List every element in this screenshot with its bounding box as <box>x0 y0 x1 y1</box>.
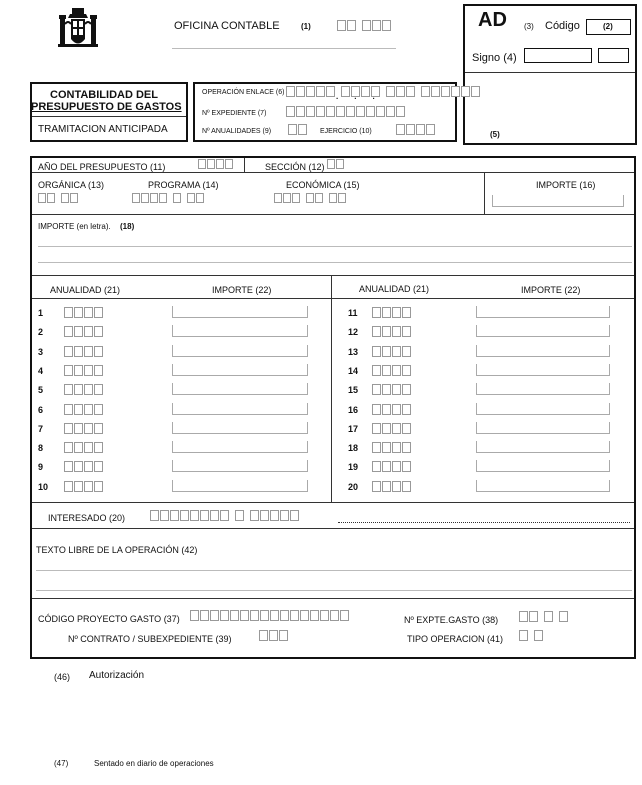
right-anualidad-digits[interactable] <box>372 404 416 415</box>
oficina-contable-digits[interactable] <box>337 20 396 31</box>
anualidad-bottom-divider <box>32 502 634 503</box>
ad-box-divider <box>465 72 635 73</box>
expediente-label: Nº EXPEDIENTE (7) <box>202 110 267 117</box>
importe16-field[interactable] <box>492 195 624 207</box>
left-row-num: 6 <box>38 404 44 415</box>
importe-letra-label: IMPORTE (en letra). <box>38 222 111 231</box>
right-anualidad-digits[interactable] <box>372 384 416 395</box>
n-contrato-label: Nº CONTRATO / SUBEXPEDIENTE (39) <box>68 634 232 644</box>
left-anualidad-digits[interactable] <box>64 423 108 434</box>
left-importe-field[interactable] <box>172 480 308 492</box>
oficina-contable-label: OFICINA CONTABLE <box>174 20 280 32</box>
anualidad-top-divider <box>32 275 634 276</box>
left-row-num: 8 <box>38 443 44 454</box>
anualidad-right-header: ANUALIDAD (21) <box>359 284 430 294</box>
autorizacion-label: Autorización <box>89 670 145 681</box>
left-row-num: 4 <box>38 365 44 376</box>
right-anualidad-digits[interactable] <box>372 307 416 318</box>
right-importe-field[interactable] <box>476 422 610 434</box>
importe-left-header: IMPORTE (22) <box>212 285 272 295</box>
interesado-digits[interactable] <box>150 510 304 521</box>
left-importe-field[interactable] <box>172 441 308 453</box>
organica-digits[interactable] <box>38 193 83 203</box>
right-row-num: 16 <box>348 404 359 415</box>
anualidad-header-divider <box>32 298 634 299</box>
right-row-num: 18 <box>348 443 359 454</box>
importe-letra-line2[interactable] <box>38 262 632 263</box>
signo-input-2[interactable] <box>598 48 629 63</box>
left-anualidad-digits[interactable] <box>64 442 108 453</box>
tramitacion-label: TRAMITACION ANTICIPADA <box>38 124 168 135</box>
expediente-digits[interactable] <box>286 106 410 117</box>
left-anualidad-digits[interactable] <box>64 365 108 376</box>
interesado-divider <box>32 528 634 529</box>
interesado-label: INTERESADO (20) <box>48 513 126 523</box>
right-importe-field[interactable] <box>476 364 610 376</box>
left-row-num: 3 <box>38 346 44 357</box>
importe-right-header: IMPORTE (22) <box>521 285 581 295</box>
right-anualidad-digits[interactable] <box>372 326 416 337</box>
coat-of-arms-emblem <box>58 6 98 52</box>
texto-libre-label: TEXTO LIBRE DE LA OPERACIÓN (42) <box>36 545 198 555</box>
importe16-sep <box>484 172 485 214</box>
left-anualidad-digits[interactable] <box>64 307 108 318</box>
left-row-num: 2 <box>38 327 44 338</box>
right-row-num: 15 <box>348 385 359 396</box>
anio-digits[interactable] <box>198 159 238 169</box>
ejercicio-label: EJERCICIO (10) <box>320 128 372 135</box>
importe16-label: IMPORTE (16) <box>536 180 596 190</box>
right-anualidad-digits[interactable] <box>372 346 416 357</box>
tipo-op-label: TIPO OPERACION (41) <box>407 634 504 644</box>
programa-digits[interactable] <box>132 193 209 203</box>
interesado-name-line[interactable] <box>338 522 630 523</box>
left-anualidad-digits[interactable] <box>64 346 108 357</box>
codigo-value: (2) <box>603 22 613 31</box>
signo-label: Signo (4) <box>472 52 517 64</box>
codigo-proyecto-label: CÓDIGO PROYECTO GASTO (37) <box>38 614 180 624</box>
importe-letra-num: (18) <box>120 222 135 231</box>
left-row-num: 1 <box>38 308 44 318</box>
organica-label: ORGÁNICA (13) <box>38 180 105 190</box>
right-anualidad-digits[interactable] <box>372 442 416 453</box>
codigo-label: Código <box>545 20 580 32</box>
right-importe-field[interactable] <box>476 480 610 492</box>
seccion-label: SECCIÓN (12) <box>265 162 325 172</box>
codigo-num: (3) <box>524 22 534 31</box>
right-anualidad-digits[interactable] <box>372 481 416 492</box>
seccion-digits[interactable] <box>327 159 349 169</box>
contabilidad-line1: CONTABILIDAD DEL <box>50 89 158 101</box>
right-anualidad-digits[interactable] <box>372 423 416 434</box>
right-row-num: 12 <box>348 327 359 338</box>
sentado-num: (47) <box>54 759 69 768</box>
left-importe-field[interactable] <box>172 306 308 318</box>
n-contrato-digits[interactable] <box>259 630 293 641</box>
anualidades-digits[interactable] <box>288 124 312 135</box>
tipo-op-digits[interactable] <box>519 630 548 641</box>
left-importe-field[interactable] <box>172 383 308 395</box>
anualidades-label: Nº ANUALIDADES (9) <box>202 128 272 135</box>
oficina-divider <box>172 48 396 49</box>
right-row-num: 20 <box>348 481 359 492</box>
anio-row-divider <box>32 172 634 173</box>
anualidad-center-sep <box>331 276 332 502</box>
left-anualidad-digits[interactable] <box>64 384 108 395</box>
contabilidad-line2: PRESUPUESTO DE GASTOS <box>31 101 182 113</box>
anio-sep <box>244 158 245 172</box>
economica-digits[interactable] <box>274 193 351 203</box>
programa-label: PROGRAMA (14) <box>148 180 219 190</box>
left-row-num: 7 <box>38 423 44 434</box>
anualidad-left-header: ANUALIDAD (21) <box>50 285 121 295</box>
box5-label: (5) <box>490 130 500 139</box>
codigo-input[interactable] <box>586 19 631 35</box>
left-importe-field[interactable] <box>172 364 308 376</box>
right-row-num: 13 <box>348 346 359 357</box>
right-anualidad-digits[interactable] <box>372 461 416 472</box>
importe-letra-line1[interactable] <box>38 246 632 247</box>
right-row-num: 14 <box>348 365 359 376</box>
left-anualidad-digits[interactable] <box>64 404 108 415</box>
importe-row-divider <box>32 214 634 215</box>
signo-input[interactable] <box>524 48 592 63</box>
n-expte-label: Nº EXPTE.GASTO (38) <box>404 615 499 625</box>
left-importe-field[interactable] <box>172 345 308 357</box>
left-anualidad-digits[interactable] <box>64 326 108 337</box>
left-importe-field[interactable] <box>172 403 308 415</box>
right-importe-field[interactable] <box>476 460 610 472</box>
contabilidad-divider <box>32 116 186 117</box>
ejercicio-digits[interactable] <box>396 124 440 135</box>
n-expte-digits[interactable] <box>519 611 573 622</box>
right-importe-field[interactable] <box>476 383 610 395</box>
left-importe-field[interactable] <box>172 460 308 472</box>
anio-label: AÑO DEL PRESUPUESTO (11) <box>38 162 166 172</box>
right-importe-field[interactable] <box>476 306 610 318</box>
left-anualidad-digits[interactable] <box>64 481 108 492</box>
op-enlace-label: OPERACIÓN ENLACE (6) <box>202 89 285 96</box>
left-row-num: 10 <box>38 481 49 492</box>
texto-libre-line1[interactable] <box>36 570 632 571</box>
ad-title: AD <box>478 9 507 31</box>
autorizacion-num: (46) <box>54 672 71 682</box>
left-anualidad-digits[interactable] <box>64 461 108 472</box>
right-importe-field[interactable] <box>476 325 610 337</box>
right-importe-field[interactable] <box>476 403 610 415</box>
left-row-num: 5 <box>38 385 44 396</box>
right-importe-field[interactable] <box>476 441 610 453</box>
right-importe-field[interactable] <box>476 345 610 357</box>
right-row-num: 11 <box>348 308 358 318</box>
right-row-num: 19 <box>348 462 359 473</box>
right-row-num: 17 <box>348 423 359 434</box>
left-importe-field[interactable] <box>172 325 308 337</box>
texto-libre-divider <box>32 598 634 599</box>
right-anualidad-digits[interactable] <box>372 365 416 376</box>
op-enlace-dots: ... <box>336 92 391 101</box>
oficina-contable-num: (1) <box>301 22 311 31</box>
sentado-label: Sentado en diario de operaciones <box>94 759 214 768</box>
left-importe-field[interactable] <box>172 422 308 434</box>
economica-label: ECONÓMICA (15) <box>286 180 360 190</box>
codigo-proyecto-digits[interactable] <box>190 610 354 621</box>
left-row-num: 9 <box>38 462 44 473</box>
texto-libre-line2[interactable] <box>36 590 632 591</box>
